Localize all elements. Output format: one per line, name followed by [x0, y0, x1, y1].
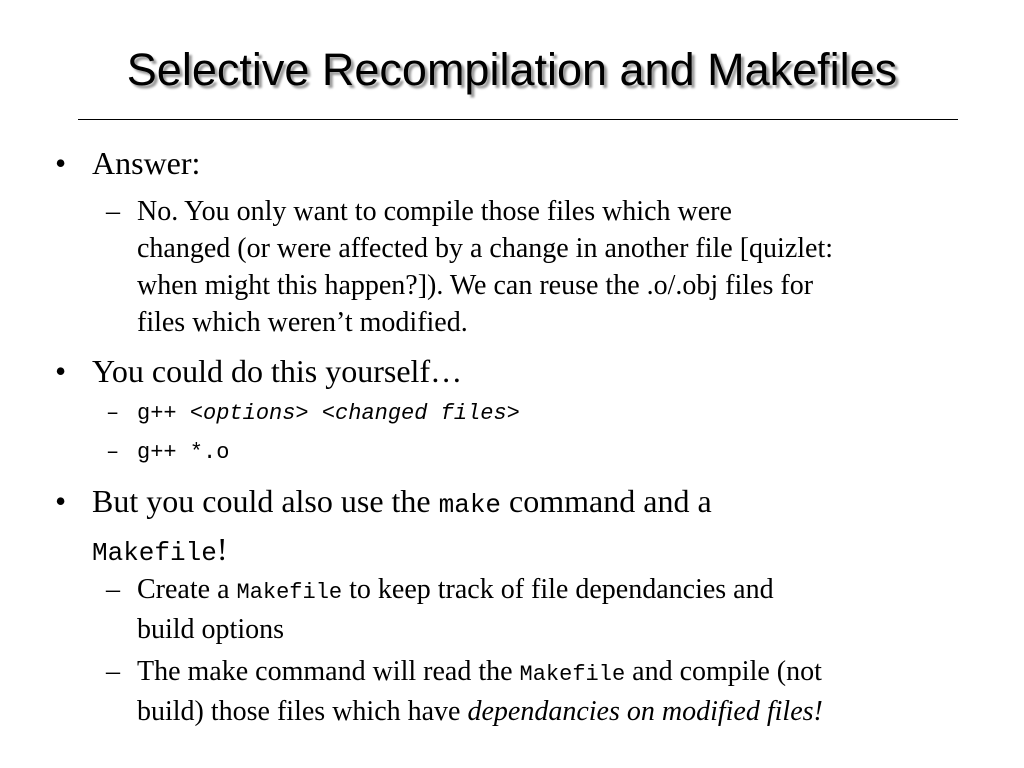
- bullet-dash: –: [106, 656, 120, 687]
- sub-bullet-cmd-2: [106, 438, 997, 468]
- make-text-2: command and a: [509, 483, 712, 519]
- create-code-1: Makefile: [236, 580, 343, 605]
- create-line-1: [137, 571, 997, 611]
- sub-bullet-compile: [106, 653, 997, 730]
- make-text-1: But you could also use the: [92, 483, 431, 519]
- create-line-2: build options: [137, 614, 285, 645]
- compile-line-2-plain: build) those files which have: [137, 696, 461, 727]
- compile-line-1: [137, 653, 997, 693]
- bullet-answer-text: Answer:: [92, 145, 201, 181]
- make-code-2: Makefile: [92, 538, 217, 568]
- make-code-1: make: [438, 490, 502, 520]
- bullet-dot: •: [55, 483, 67, 519]
- cmd-2-text: g++ *.o: [137, 440, 230, 465]
- answer-detail-line-4: files which weren’t modified.: [137, 307, 468, 338]
- sub-bullet-answer-detail: [106, 193, 997, 341]
- slide-title: Selective Recompilation and Makefiles: [126, 44, 898, 95]
- compile-line-2-italic: dependancies on modified files!: [467, 696, 823, 727]
- answer-detail-line-2: changed (or were affected by a change in another file [quizlet:: [137, 233, 834, 264]
- bullet-dash: –: [106, 196, 120, 227]
- bullet-dash: –: [106, 440, 120, 465]
- bullet-dash: –: [106, 574, 120, 605]
- answer-detail-line-1: No. You only want to compile those files which were: [137, 196, 732, 227]
- cmd-1-prefix: g++: [137, 401, 177, 426]
- bullet-answer: [55, 144, 992, 182]
- compile-line-2: [137, 693, 997, 730]
- bullet-yourself: [55, 352, 992, 390]
- bullet-dot: •: [55, 145, 67, 181]
- make-text-3: !: [216, 531, 228, 567]
- compile-text-2: and compile (not: [632, 656, 822, 687]
- bullet-dash: –: [106, 401, 120, 426]
- compile-code-1: Makefile: [519, 662, 626, 687]
- answer-detail-line-3: when might this happen?]). We can reuse the .o/.obj files for: [137, 270, 814, 301]
- create-text-1: Create a: [137, 574, 230, 605]
- bullet-dot: •: [55, 353, 67, 389]
- compile-text-1: The make command will read the: [137, 656, 513, 687]
- create-text-2: to keep track of file dependancies and: [349, 574, 774, 605]
- sub-bullet-cmd-1: [106, 399, 997, 429]
- sub-bullet-create: [106, 571, 997, 648]
- bullet-make: [55, 479, 992, 575]
- cmd-1-files: <changed files>: [321, 401, 520, 426]
- bullet-yourself-text: You could do this yourself…: [92, 353, 463, 389]
- cmd-1-options: <options>: [189, 401, 309, 426]
